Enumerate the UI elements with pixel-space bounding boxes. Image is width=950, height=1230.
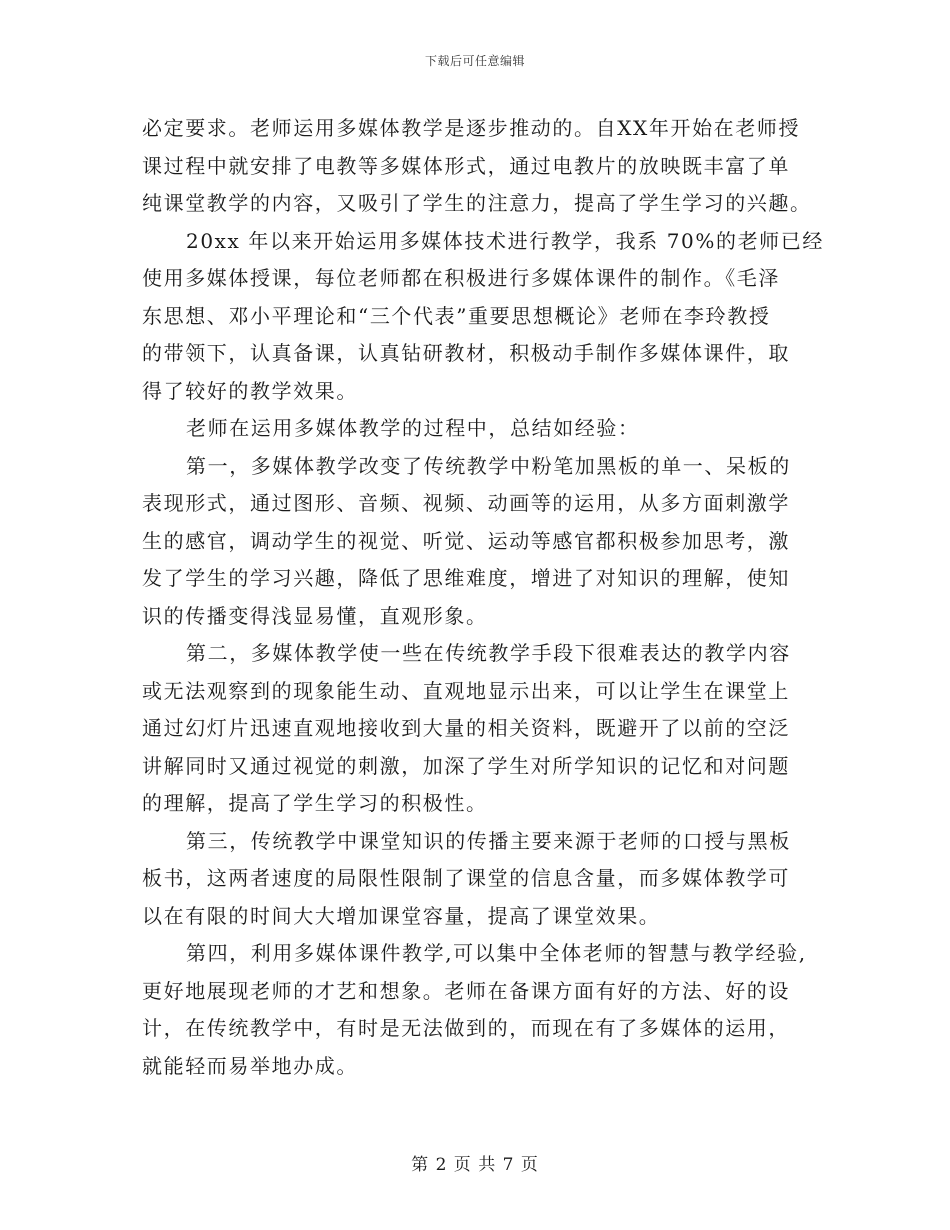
page-number: 第 2 页 共 7 页: [411, 1155, 539, 1175]
text-line: 发了学生的学习兴趣，降低了思维难度，增进了对知识的理解，使知: [142, 566, 790, 590]
text-line: 通过幻灯片迅速直观地接收到大量的相关资料，既避开了以前的空泛: [142, 716, 790, 740]
text-line: 第一，多媒体教学改变了传统教学中粉笔加黑板的单一、呆板的: [186, 453, 791, 478]
text-line: 板书，这两者速度的局限性限制了课堂的信息含量，而多媒体教学可: [142, 866, 790, 890]
text-line: 就能轻而易举地办成。: [142, 1053, 358, 1078]
text-line: 必定要求。老师运用多媒体教学是逐步推动的。自XX年开始在老师授: [142, 116, 801, 140]
text-line: 计，在传统教学中，有时是无法做到的，而现在有了多媒体的运用，: [142, 1016, 790, 1040]
document-body: [142, 110, 824, 1085]
text-line: 20xx 年以来开始运用多媒体技术进行教学，我系 70%的老师已经: [186, 228, 824, 253]
text-line: 更好地展现老师的才艺和想象。老师在备课方面有好的方法、好的设: [142, 978, 790, 1003]
text-line: 以在有限的时间大大增加课堂容量，提高了课堂效果。: [142, 903, 661, 928]
text-line: 使用多媒体授课，每位老师都在积极进行多媒体课件的制作。《毛泽: [142, 266, 780, 290]
text-line: 纯课堂教学的内容，又吸引了学生的注意力，提高了学生学习的兴趣。: [142, 191, 812, 215]
text-line: 表现形式，通过图形、音频、视频、动画等的运用，从多方面刺激学: [142, 491, 790, 515]
text-line: 的带领下，认真备课，认真钻研教材，积极动手制作多媒体课件，取: [142, 341, 790, 365]
text-line: 老师在运用多媒体教学的过程中，总结如经验：: [186, 416, 640, 440]
text-line: 讲解同时又通过视觉的刺激，加深了学生对所学知识的记忆和对问题: [142, 753, 790, 778]
text-line: 得了较好的教学效果。: [142, 378, 358, 403]
text-line: 课过程中就安排了电教等多媒体形式，通过电教片的放映既丰富了单: [142, 153, 790, 178]
text-line: 识的传播变得浅显易懂，直观形象。: [142, 603, 488, 628]
text-line: 第四，利用多媒体课件教学,可以集中全体老师的智慧与教学经验,: [186, 941, 807, 965]
page-header: 下载后可任意编辑: [424, 54, 525, 68]
text-line: 第二，多媒体教学使一些在传统教学手段下很难表达的教学内容: [186, 641, 791, 665]
text-line: 东思想、邓小平理论和“三个代表”重要思想概论》老师在李玲教授: [142, 303, 771, 328]
text-line: 第三，传统教学中课堂知识的传播主要来源于老师的口授与黑板: [186, 828, 791, 853]
text-line: 或无法观察到的现象能生动、直观地显示出来，可以让学生在课堂上: [142, 678, 790, 703]
text-line: 的理解，提高了学生学习的积极性。: [142, 791, 488, 815]
text-line: 生的感官，调动学生的视觉、听觉、运动等感官都积极参加思考，激: [142, 528, 790, 553]
